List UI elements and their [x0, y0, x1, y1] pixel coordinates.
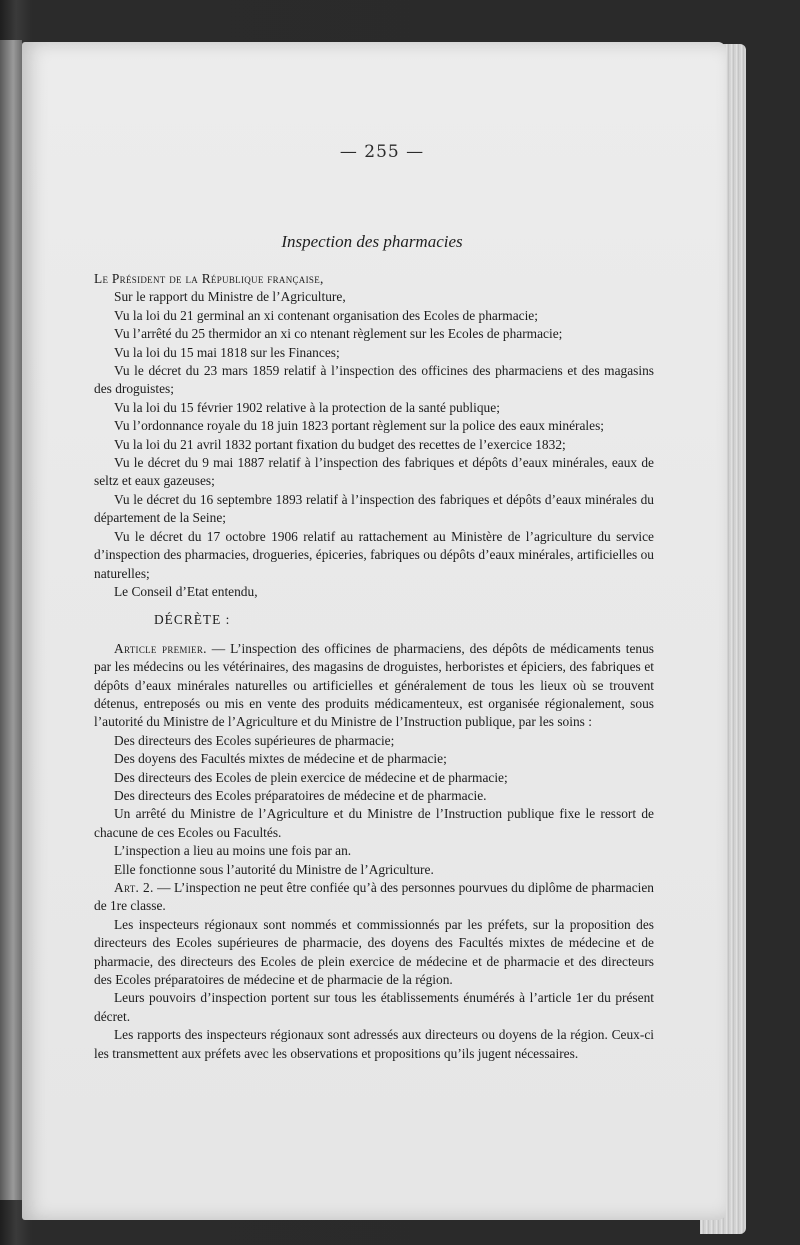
article-1-item: Des directeurs des Ecoles préparatoires de médecine et de pharmacie.: [114, 787, 487, 803]
article-2-paragraph: Les inspecteurs régionaux sont nommés et commissionnés par les préfets, sur la proposition des directeurs des Ecoles supérieures de pharmacie, des doyens des Facultés mixtes de médecine et de pharmacie, des directeurs des Ecoles de plein exercice de médecine et de pharmacie et des directeurs des Ecoles préparatoires de médecine et de pharmacie de la région.: [94, 916, 654, 988]
decrete-heading: DÉCRÈTE :: [154, 612, 231, 628]
article-1-item: Un arrêté du Ministre de l’Agriculture et du Ministre de l’Instruction publique fixe le ressort de chacune de ces Ecoles ou Facultés.: [94, 806, 654, 840]
preamble-line: Vu l’arrêté du 25 thermidor an xi co ntenant règlement sur les Ecoles de pharmacie;: [114, 326, 563, 342]
preamble-line: Vu la loi du 15 mai 1818 sur les Finances;: [114, 344, 340, 360]
article-1-item: Des directeurs des Ecoles de plein exercice de médecine et de pharmacie;: [114, 769, 508, 785]
article-2-text: — L’inspection ne peut être confiée qu’à des personnes pourvues du diplôme de pharmacien de 1re classe.: [94, 880, 654, 914]
preamble-line: Vu le décret du 9 mai 1887 relatif à l’inspection des fabriques et dépôts d’eaux minérales, eaux de seltz et eaux gazeuses;: [94, 455, 654, 489]
article-1-item: Des doyens des Facultés mixtes de médecine et de pharmacie;: [114, 751, 447, 767]
article-1-text: — L’inspection des officines de pharmaciens, des dépôts de médicaments tenus par les médecins ou les vétérinaires, des magasins de droguistes, herboristes et épiciers, des fabriques et dépôts d’eaux minérales naturelles ou artificielles et généralement de tous les lieux où se trouvent détenus, entreposés ou mis en vente des produits médicamenteux, est organisée régionalement, sous l’autorité du Ministre de l’Agriculture et du Ministre de l’Instruction publique, par les soins :: [94, 640, 654, 730]
left-page-edge: [0, 40, 22, 1200]
preamble-line: Le Président de la République française,: [94, 271, 324, 286]
preamble-line: Vu le décret du 17 octobre 1906 relatif au rattachement au Ministère de l’agriculture du service d’inspection des pharmacies, drogueries, épiceries, fabriques ou dépôts d’eaux minérales, artificielles ou naturelles;: [94, 528, 654, 581]
article-2-label: Art. 2.: [114, 880, 154, 895]
document-page: [22, 42, 726, 1220]
preamble-line: Sur le rapport du Ministre de l’Agriculture,: [114, 289, 346, 305]
article-1-label: Article premier.: [114, 640, 207, 656]
page-number: — 255 —: [339, 142, 425, 162]
article-1-item: Des directeurs des Ecoles supérieures de pharmacie;: [114, 732, 395, 748]
article-1: [94, 640, 654, 732]
preamble-line: Vu la loi du 21 germinal an xi contenant organisation des Ecoles de pharmacie;: [114, 307, 538, 323]
section-title: Inspection des pharmacies: [281, 232, 463, 251]
article-2-paragraph: Leurs pouvoirs d’inspection portent sur tous les établissements énumérés à l’article 1er du présent décret.: [94, 990, 654, 1024]
preamble-line: Le Conseil d’Etat entendu,: [114, 583, 258, 599]
preamble-line: Vu la loi du 21 avril 1832 portant fixation du budget des recettes de l’exercice 1832;: [114, 436, 566, 452]
preamble-line: Vu la loi du 15 février 1902 relative à la protection de la santé publique;: [114, 399, 500, 415]
preamble-line: Vu le décret du 16 septembre 1893 relatif à l’inspection des fabriques et dépôts d’eaux minérales du département de la Seine;: [94, 491, 654, 526]
preamble-line: Vu l’ordonnance royale du 18 juin 1823 portant règlement sur la police des eaux minérales;: [114, 418, 605, 434]
preamble-line: Vu le décret du 23 mars 1859 relatif à l’inspection des officines des pharmaciens et des magasins des droguistes;: [94, 363, 654, 397]
article-2-paragraph: Les rapports des inspecteurs régionaux sont adressés aux directeurs ou doyens de la région. Ceux-ci les transmettent aux préfets avec les observations et propositions qu’ils jugent nécessaires.: [94, 1027, 654, 1061]
document-body: [94, 270, 654, 1063]
article-1-item: Elle fonctionne sous l’autorité du Ministre de l’Agriculture.: [114, 861, 434, 877]
article-2: [94, 879, 654, 916]
article-1-item: L’inspection a lieu au moins une fois par an.: [114, 843, 352, 859]
